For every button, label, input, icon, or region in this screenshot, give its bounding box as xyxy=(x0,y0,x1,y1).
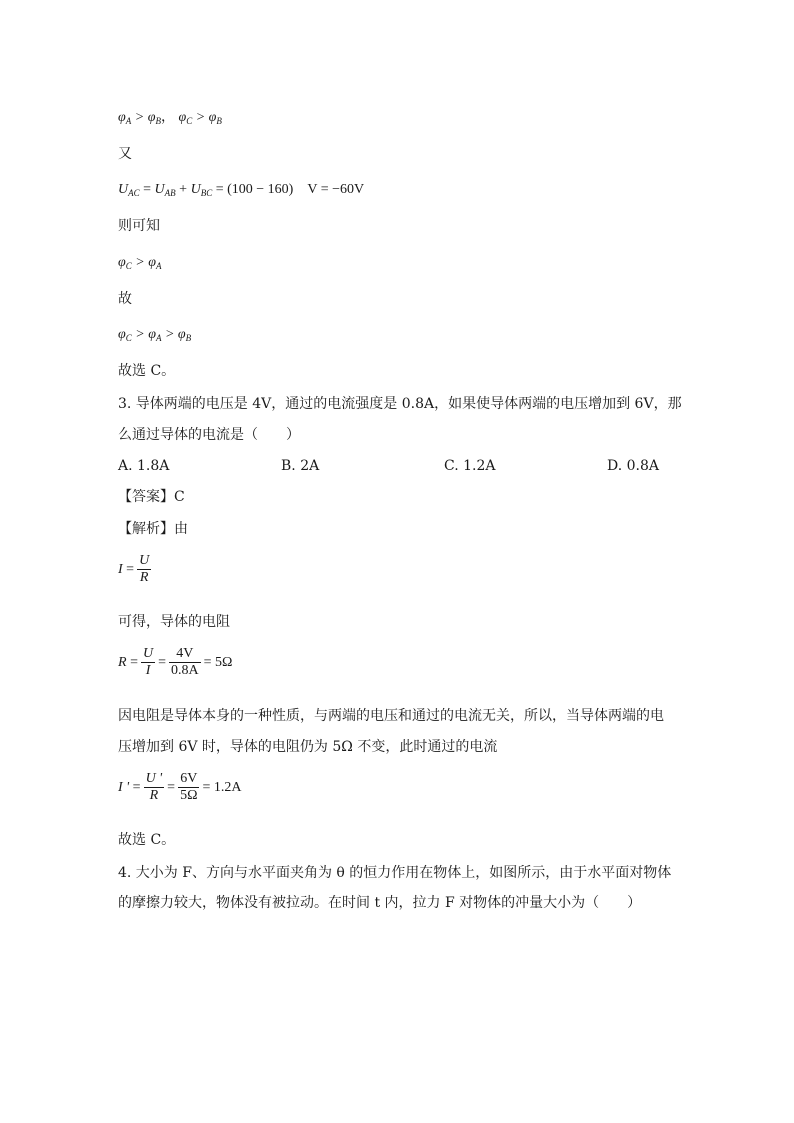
equation-potential-1: $\varphi_A > \varphi_B$， $\varphi_C > \varphi_B$ xyxy=(118,110,222,126)
option-c: C. 1.2A xyxy=(444,458,496,474)
text-you: 又 xyxy=(118,146,132,162)
option-d: D. 0.8A xyxy=(607,458,660,474)
equation-potential-3: $\varphi_C > \varphi_A > \varphi_B$ xyxy=(118,327,192,343)
text-gu: 故 xyxy=(118,291,132,307)
answer-label: 【答案】C xyxy=(118,489,185,505)
formula-ohm: I = $\frac{U}{R}$ xyxy=(118,553,150,586)
text-kede: 可得，导体的电阻 xyxy=(118,614,230,630)
equation-voltage: $U_{AC} = U_{AB} + U_{BC} = (100 - 160)$ V = −60V xyxy=(118,182,365,198)
question3-options xyxy=(118,457,658,475)
option-a: A. 1.8A xyxy=(118,458,170,474)
formula-resistance: R = $\frac{U}{I}$ = $\frac{4V}{0.8A}$ = 5Ω xyxy=(118,646,233,679)
text-conclusion-prev: 故选 C。 xyxy=(118,363,176,379)
question3-text-line1: 3. 导体两端的电压是 4V，通过的电流强度是 0.8A，如果使导体两端的电压增加到 6V，那 xyxy=(118,396,682,412)
reason-line1: 因电阻是导体本身的一种性质，与两端的电压和通过的电流无关，所以，当导体两端的电 xyxy=(118,708,664,724)
question4-text-line1: 4. 大小为 F、方向与水平面夹角为 θ 的恒力作用在物体上，如图所示，由于水平面对物体 xyxy=(118,865,672,881)
question4-text-line2: 的摩擦力较大，物体没有被拉动。在时间 t 内，拉力 F 对物体的冲量大小为（ ） xyxy=(118,895,642,911)
analysis-label: 【解析】由 xyxy=(118,521,188,537)
formula-new-current: I ' = $\frac{U '}{R}$ = $\frac{6V}{5\Omega}$ = 1.2A xyxy=(118,771,242,804)
text-zekezhi: 则可知 xyxy=(118,218,160,234)
text-conclusion: 故选 C。 xyxy=(118,832,176,848)
equation-potential-2: $\varphi_C > \varphi_A$ xyxy=(118,255,162,271)
option-b: B. 2A xyxy=(281,458,320,474)
reason-line2: 压增加到 6V 时，导体的电阻仍为 5Ω 不变，此时通过的电流 xyxy=(118,739,498,755)
question3-text-line2: 么通过导体的电流是（ ） xyxy=(118,427,300,443)
